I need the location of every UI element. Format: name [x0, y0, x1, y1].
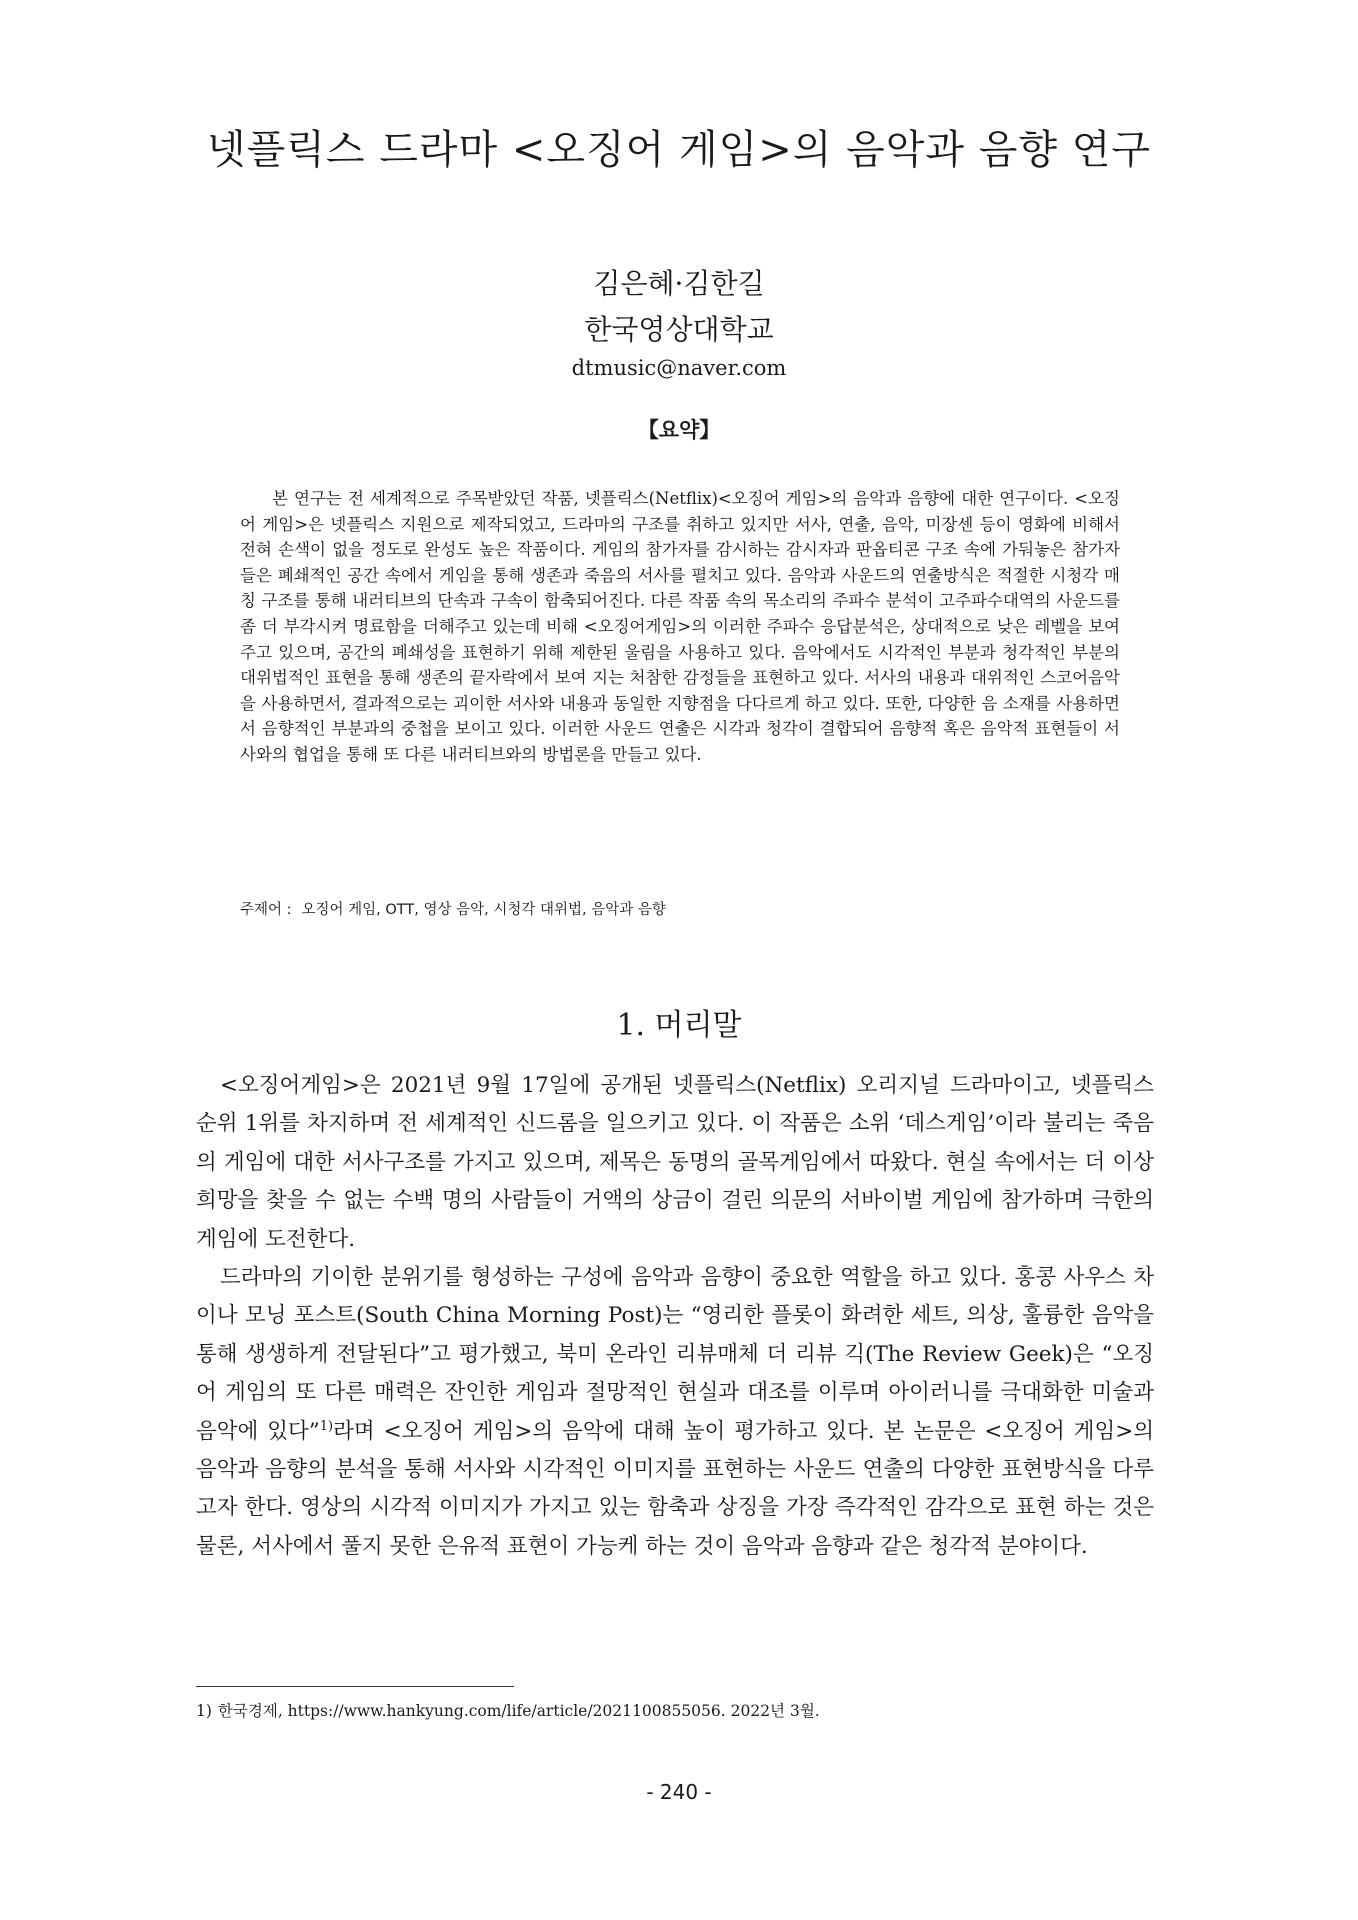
- paper-title: 넷플릭스 드라마 <오징어 게임>의 음악과 음향 연구: [206, 127, 1152, 173]
- paper-authors: 김은혜·김한길: [593, 267, 765, 300]
- footnote: [196, 1699, 1154, 1721]
- paragraph-text: 드라마의 기이한 분위기를 형성하는 구성에 음악과 음향이 중요한 역할을 하고 있다. 홍콩 사우스 차이나 모닝 포스트(South China Morning Post)는 “영리한 플롯이 화려한 세트, 의상, 훌륭한 음악을 통해 생생하게 전달된다”고 평가했고, 북미 온라인 리뷰매체 더 리뷰 긱(The Review Geek)은 “오징어 게임의 또 다른 매력은 잔인한 게임과 절망적인 현실과 대조를 이루며 아이러니를 극대화한 미술과 음악에 있다”: [196, 1265, 1154, 1444]
- section-body: [196, 1067, 1154, 1566]
- paper-affiliation: 한국영상대학교: [584, 313, 774, 346]
- author-email: dtmusic@naver.com: [571, 356, 787, 380]
- body-paragraph: [196, 1259, 1154, 1566]
- keywords-label: 주제어 :: [240, 902, 292, 918]
- keywords-text: 오징어 게임, OTT, 영상 음악, 시청각 대위법, 음악과 음향: [301, 902, 666, 918]
- footnote-number: 1): [196, 1702, 212, 1720]
- footnote-text: 한국경제, https://www.hankyung.com/life/article/2021100855056. 2022년 3월.: [217, 1702, 820, 1720]
- section-heading: 1. 머리말: [616, 1008, 742, 1043]
- footnote-reference[interactable]: 1): [319, 1418, 334, 1434]
- footnote-divider: [196, 1686, 514, 1687]
- keywords: [240, 898, 1120, 919]
- page-number: - 240 -: [646, 1780, 712, 1804]
- paragraph-text: 라며 <오징어 게임>의 음악에 대해 높이 평가하고 있다. 본 논문은 <오징어 게임>의 음악과 음향의 분석을 통해 서사와 시각적인 이미지를 표현하는 사운드 연출의 다양한 표현방식을 다루고자 한다. 영상의 시각적 이미지가 가지고 있는 함축과 상징을 가장 즉각적인 감각으로 표현 하는 것은 물론, 서사에서 풀지 못한 은유적 표현이 가능케 하는 것이 음악과 음향과 같은 청각적 분야이다.: [196, 1418, 1154, 1559]
- abstract-text: 본 연구는 전 세계적으로 주목받았던 작품, 넷플릭스(Netflix)<오징어 게임>의 음악과 음향에 대한 연구이다. <오징어 게임>은 넷플릭스 지원으로 제작되었고, 드라마의 구조를 취하고 있지만 서사, 연출, 음악, 미장센 등이 영화에 비해서 전혀 손색이 없을 정도로 완성도 높은 작품이다. 게임의 참가자를 감시하는 감시자과 판옵티콘 구조 속에 가둬놓은 참가자들은 폐쇄적인 공간 속에서 게임을 통해 생존과 죽음의 서사를 펼치고 있다. 음악과 사운드의 연출방식은 적절한 시청각 매칭 구조를 통해 내러티브의 단속과 구속이 함축되어진다. 다른 작품 속의 목소리의 주파수 분석이 고주파수대역의 사운드를 좀 더 부각시켜 명료함을 더해주고 있는데 비해 <오징어게임>의 이러한 주파수 응답분석은, 상대적으로 낮은 레벨을 보여주고 있으며, 공간의 폐쇄성을 표현하기 위해 제한된 울림을 사용하고 있다. 음악에서도 시각적인 부분과 청각적인 부분의 대위법적인 표현을 통해 생존의 끝자락에서 보여 지는 처참한 감정들을 표현하고 있다. 서사의 내용과 대위적인 스코어음악을 사용하면서, 결과적으로는 괴이한 서사와 내용과 동일한 지향점을 다다르게 하고 있다. 또한, 다양한 음 소재를 사용하면서 음향적인 부분과의 중첩을 보이고 있다. 이러한 사운드 연출은 시각과 청각이 결합되어 음향적 혹은 음악적 표현들이 서사와의 협업을 통해 또 다른 내러티브와의 방법론을 만들고 있다.: [240, 489, 1120, 764]
- body-paragraph: <오징어게임>은 2021년 9월 17일에 공개된 넷플릭스(Netflix) 오리지널 드라마이고, 넷플릭스 순위 1위를 차지하며 전 세계적인 신드롬을 일으키고 있다. 이 작품은 소위 ‘데스게임’이라 불리는 죽음의 게임에 대한 서사구조를 가지고 있으며, 제목은 동명의 골목게임에서 따왔다. 현실 속에서는 더 이상 희망을 찾을 수 없는 수백 명의 사람들이 거액의 상금이 걸린 의문의 서바이벌 게임에 참가하며 극한의 게임에 도전한다.: [196, 1073, 1154, 1252]
- abstract-heading: 【요약】: [637, 418, 721, 442]
